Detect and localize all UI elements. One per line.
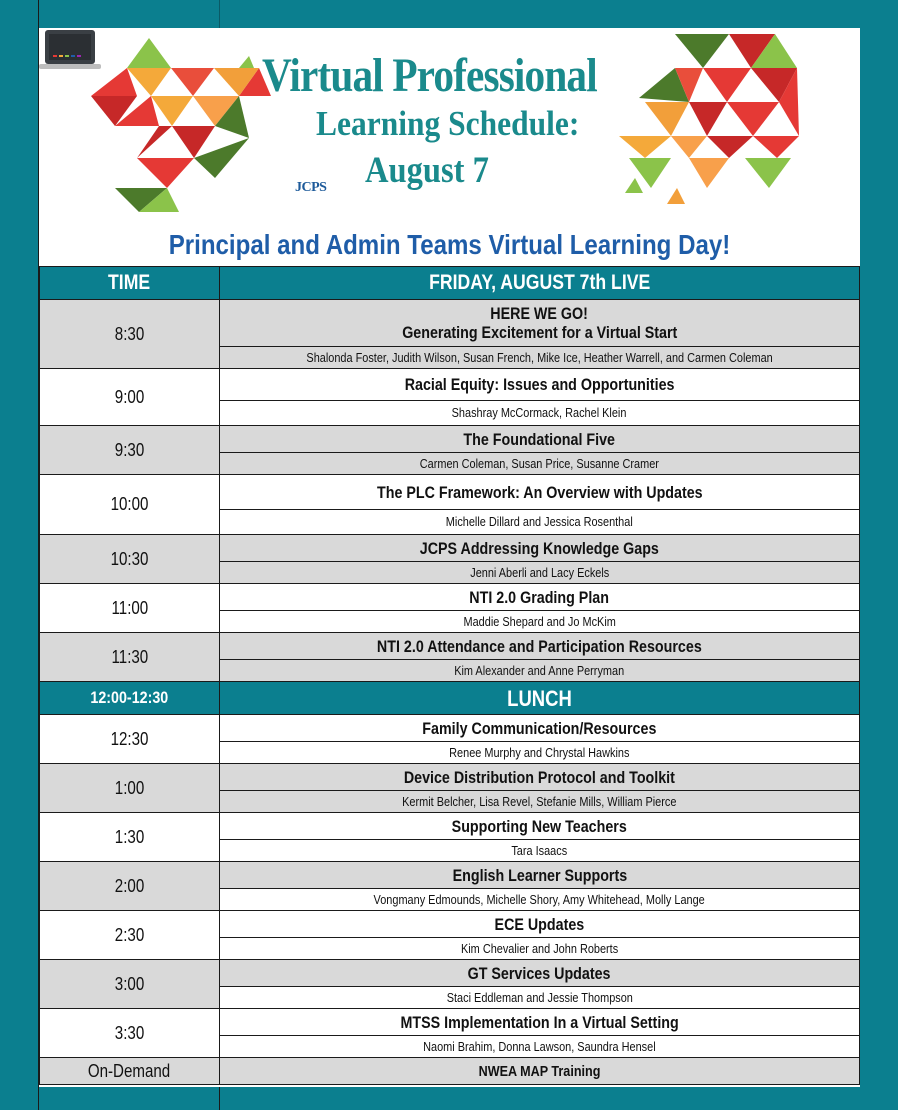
session-presenters: [220, 1036, 860, 1058]
lunch-row: [40, 682, 860, 715]
session-presenters-text: Jenni Aberli and Lacy Eckels: [469, 564, 609, 580]
lunch-time: [40, 682, 220, 715]
session-time-text: 3:00: [114, 973, 145, 994]
banner-title-line1: Virtual Professional: [262, 49, 597, 102]
session-title-text: JCPS Addressing Knowledge Gaps: [419, 538, 660, 558]
session-time: [40, 813, 220, 862]
table-row: [40, 764, 860, 791]
session-time-text: 2:00: [114, 875, 145, 896]
header-banner: [39, 28, 860, 224]
session-title-text: NTI 2.0 Grading Plan: [469, 587, 610, 607]
table-row: [40, 584, 860, 611]
session-title: [220, 369, 860, 401]
lunch-label-text: LUNCH: [507, 685, 572, 711]
table-row: [40, 960, 860, 987]
bottom-frame-band: [39, 1087, 860, 1110]
session-time: [40, 960, 220, 1009]
session-presenters: [220, 889, 860, 911]
header-day-label: FRIDAY, AUGUST 7th LIVE: [428, 271, 651, 294]
session-presenters: [220, 611, 860, 633]
right-frame-band: [860, 0, 898, 1110]
session-title-text: ECE Updates: [494, 914, 585, 934]
session-title: [220, 960, 860, 987]
session-time: [40, 300, 220, 369]
table-row: [40, 300, 860, 347]
session-title-text: The Foundational Five: [463, 429, 616, 449]
session-time-text: 12:30: [110, 728, 149, 749]
session-presenters-text: Staci Eddleman and Jessie Thompson: [446, 989, 633, 1005]
right-triangle-cluster: [619, 34, 799, 204]
jcps-logo-text: JCPS: [295, 180, 327, 195]
top-frame-band: [0, 0, 898, 28]
session-presenters-text: Kim Alexander and Anne Perryman: [454, 662, 625, 678]
session-title-text: Supporting New Teachers: [451, 816, 628, 836]
session-presenters-text: Carmen Coleman, Susan Price, Susanne Cramer: [419, 455, 660, 471]
top-frame-divider: [219, 0, 220, 28]
session-presenters: [220, 660, 860, 682]
session-presenters: [220, 562, 860, 584]
session-presenters-text: Kim Chevalier and John Roberts: [460, 940, 619, 956]
session-time-text: 1:00: [114, 777, 145, 798]
session-title-text: GT Services Updates: [468, 963, 611, 983]
session-title-text: MTSS Implementation In a Virtual Setting: [400, 1012, 679, 1032]
table-row: [40, 426, 860, 453]
session-title: [220, 813, 860, 840]
left-frame-band: [0, 0, 38, 1110]
session-presenters-text: Tara Isaacs: [511, 842, 568, 858]
session-presenters: [220, 938, 860, 960]
session-title: [220, 1009, 860, 1036]
session-title: [220, 475, 860, 510]
session-title: [220, 715, 860, 742]
session-time-text: 8:30: [114, 323, 145, 344]
session-presenters-text: Maddie Shepard and Jo McKim: [463, 613, 616, 629]
banner-title-line3: August 7: [365, 150, 489, 191]
on-demand-title-text: NWEA MAP Training: [478, 1062, 601, 1080]
session-title-text: The PLC Framework: An Overview with Updates: [376, 482, 703, 502]
header-day-cell: [220, 267, 860, 300]
table-row: [40, 862, 860, 889]
lunch-label: [220, 682, 860, 715]
header-time-cell: [40, 267, 220, 300]
session-time: [40, 369, 220, 426]
session-time: [40, 1009, 220, 1058]
session-presenters: [220, 401, 860, 426]
session-time: [40, 911, 220, 960]
banner-title-line2: Learning Schedule:: [316, 104, 580, 143]
session-time: [40, 715, 220, 764]
lunch-time-text: 12:00-12:30: [90, 688, 169, 707]
table-row: [40, 1009, 860, 1036]
header-time-label: TIME: [108, 271, 151, 294]
table-row: [40, 535, 860, 562]
session-time-text: 3:30: [114, 1022, 145, 1043]
table-row: [40, 475, 860, 510]
session-title: [220, 862, 860, 889]
session-title: [220, 426, 860, 453]
on-demand-time-text: On-Demand: [88, 1060, 171, 1081]
table-row: [40, 813, 860, 840]
session-time: [40, 862, 220, 911]
on-demand-row: [40, 1058, 860, 1085]
session-time: [40, 584, 220, 633]
session-title: [220, 584, 860, 611]
page-subtitle: [39, 224, 860, 266]
session-title: [220, 633, 860, 660]
session-title: [220, 911, 860, 938]
table-row: [40, 715, 860, 742]
schedule-table: [39, 266, 860, 1085]
session-time: [40, 535, 220, 584]
session-presenters: [220, 453, 860, 475]
session-time: [40, 475, 220, 535]
session-time-text: 10:00: [110, 494, 149, 514]
session-presenters-text: Shashray McCormack, Rachel Klein: [452, 405, 627, 420]
bottom-frame-divider: [219, 1087, 220, 1110]
session-presenters-text: Michelle Dillard and Jessica Rosenthal: [446, 514, 633, 529]
session-presenters: [220, 987, 860, 1009]
session-title-text: English Learner Supports: [452, 865, 627, 885]
session-presenters: [220, 742, 860, 764]
session-presenters: [220, 791, 860, 813]
session-time: [40, 426, 220, 475]
session-title-text: NTI 2.0 Attendance and Participation Resources: [377, 636, 702, 656]
on-demand-time: [40, 1058, 220, 1085]
session-time: [40, 764, 220, 813]
table-row: [40, 633, 860, 660]
session-presenters-text: Renee Murphy and Chrystal Hawkins: [449, 744, 630, 760]
session-title-line1: HERE WE GO!: [490, 304, 589, 323]
session-presenters-text: Naomi Brahim, Donna Lawson, Saundra Hensel: [423, 1038, 656, 1054]
session-presenters-text: Shalonda Foster, Judith Wilson, Susan French, Mike Ice, Heather Warrell, and Carmen Coleman: [306, 349, 773, 365]
session-title: [220, 764, 860, 791]
on-demand-title: [220, 1058, 860, 1085]
session-time-text: 11:00: [111, 597, 148, 618]
page-subtitle-text: Principal and Admin Teams Virtual Learning Day!: [168, 229, 731, 260]
nti-logo-text: NTI: [533, 167, 558, 182]
session-presenters: [220, 840, 860, 862]
session-time-text: 2:30: [114, 924, 145, 945]
session-title-text: Family Communication/Resources: [422, 718, 657, 738]
session-presenters: [220, 347, 860, 369]
table-row: [40, 911, 860, 938]
session-time-text: 9:00: [114, 386, 145, 407]
session-presenters-text: Vongmany Edmounds, Michelle Shory, Amy Whitehead, Molly Lange: [373, 891, 706, 907]
session-presenters: [220, 510, 860, 535]
session-title-text: Racial Equity: Issues and Opportunities: [404, 375, 675, 394]
session-time-text: 10:30: [110, 548, 149, 569]
session-title-line2: Generating Excitement for a Virtual Start: [401, 323, 678, 342]
session-title-text: Device Distribution Protocol and Toolkit: [403, 767, 676, 787]
session-presenters-text: Kermit Belcher, Lisa Revel, Stefanie Mills, William Pierce: [402, 793, 677, 809]
session-time: [40, 633, 220, 682]
nti-laptop-icon: [39, 28, 101, 72]
session-time-text: 11:30: [111, 646, 148, 667]
session-title: [220, 535, 860, 562]
table-header-row: [40, 267, 860, 300]
session-time-text: 1:30: [114, 826, 145, 847]
table-row: [40, 369, 860, 401]
session-time-text: 9:30: [114, 439, 145, 460]
session-title: [220, 300, 860, 347]
